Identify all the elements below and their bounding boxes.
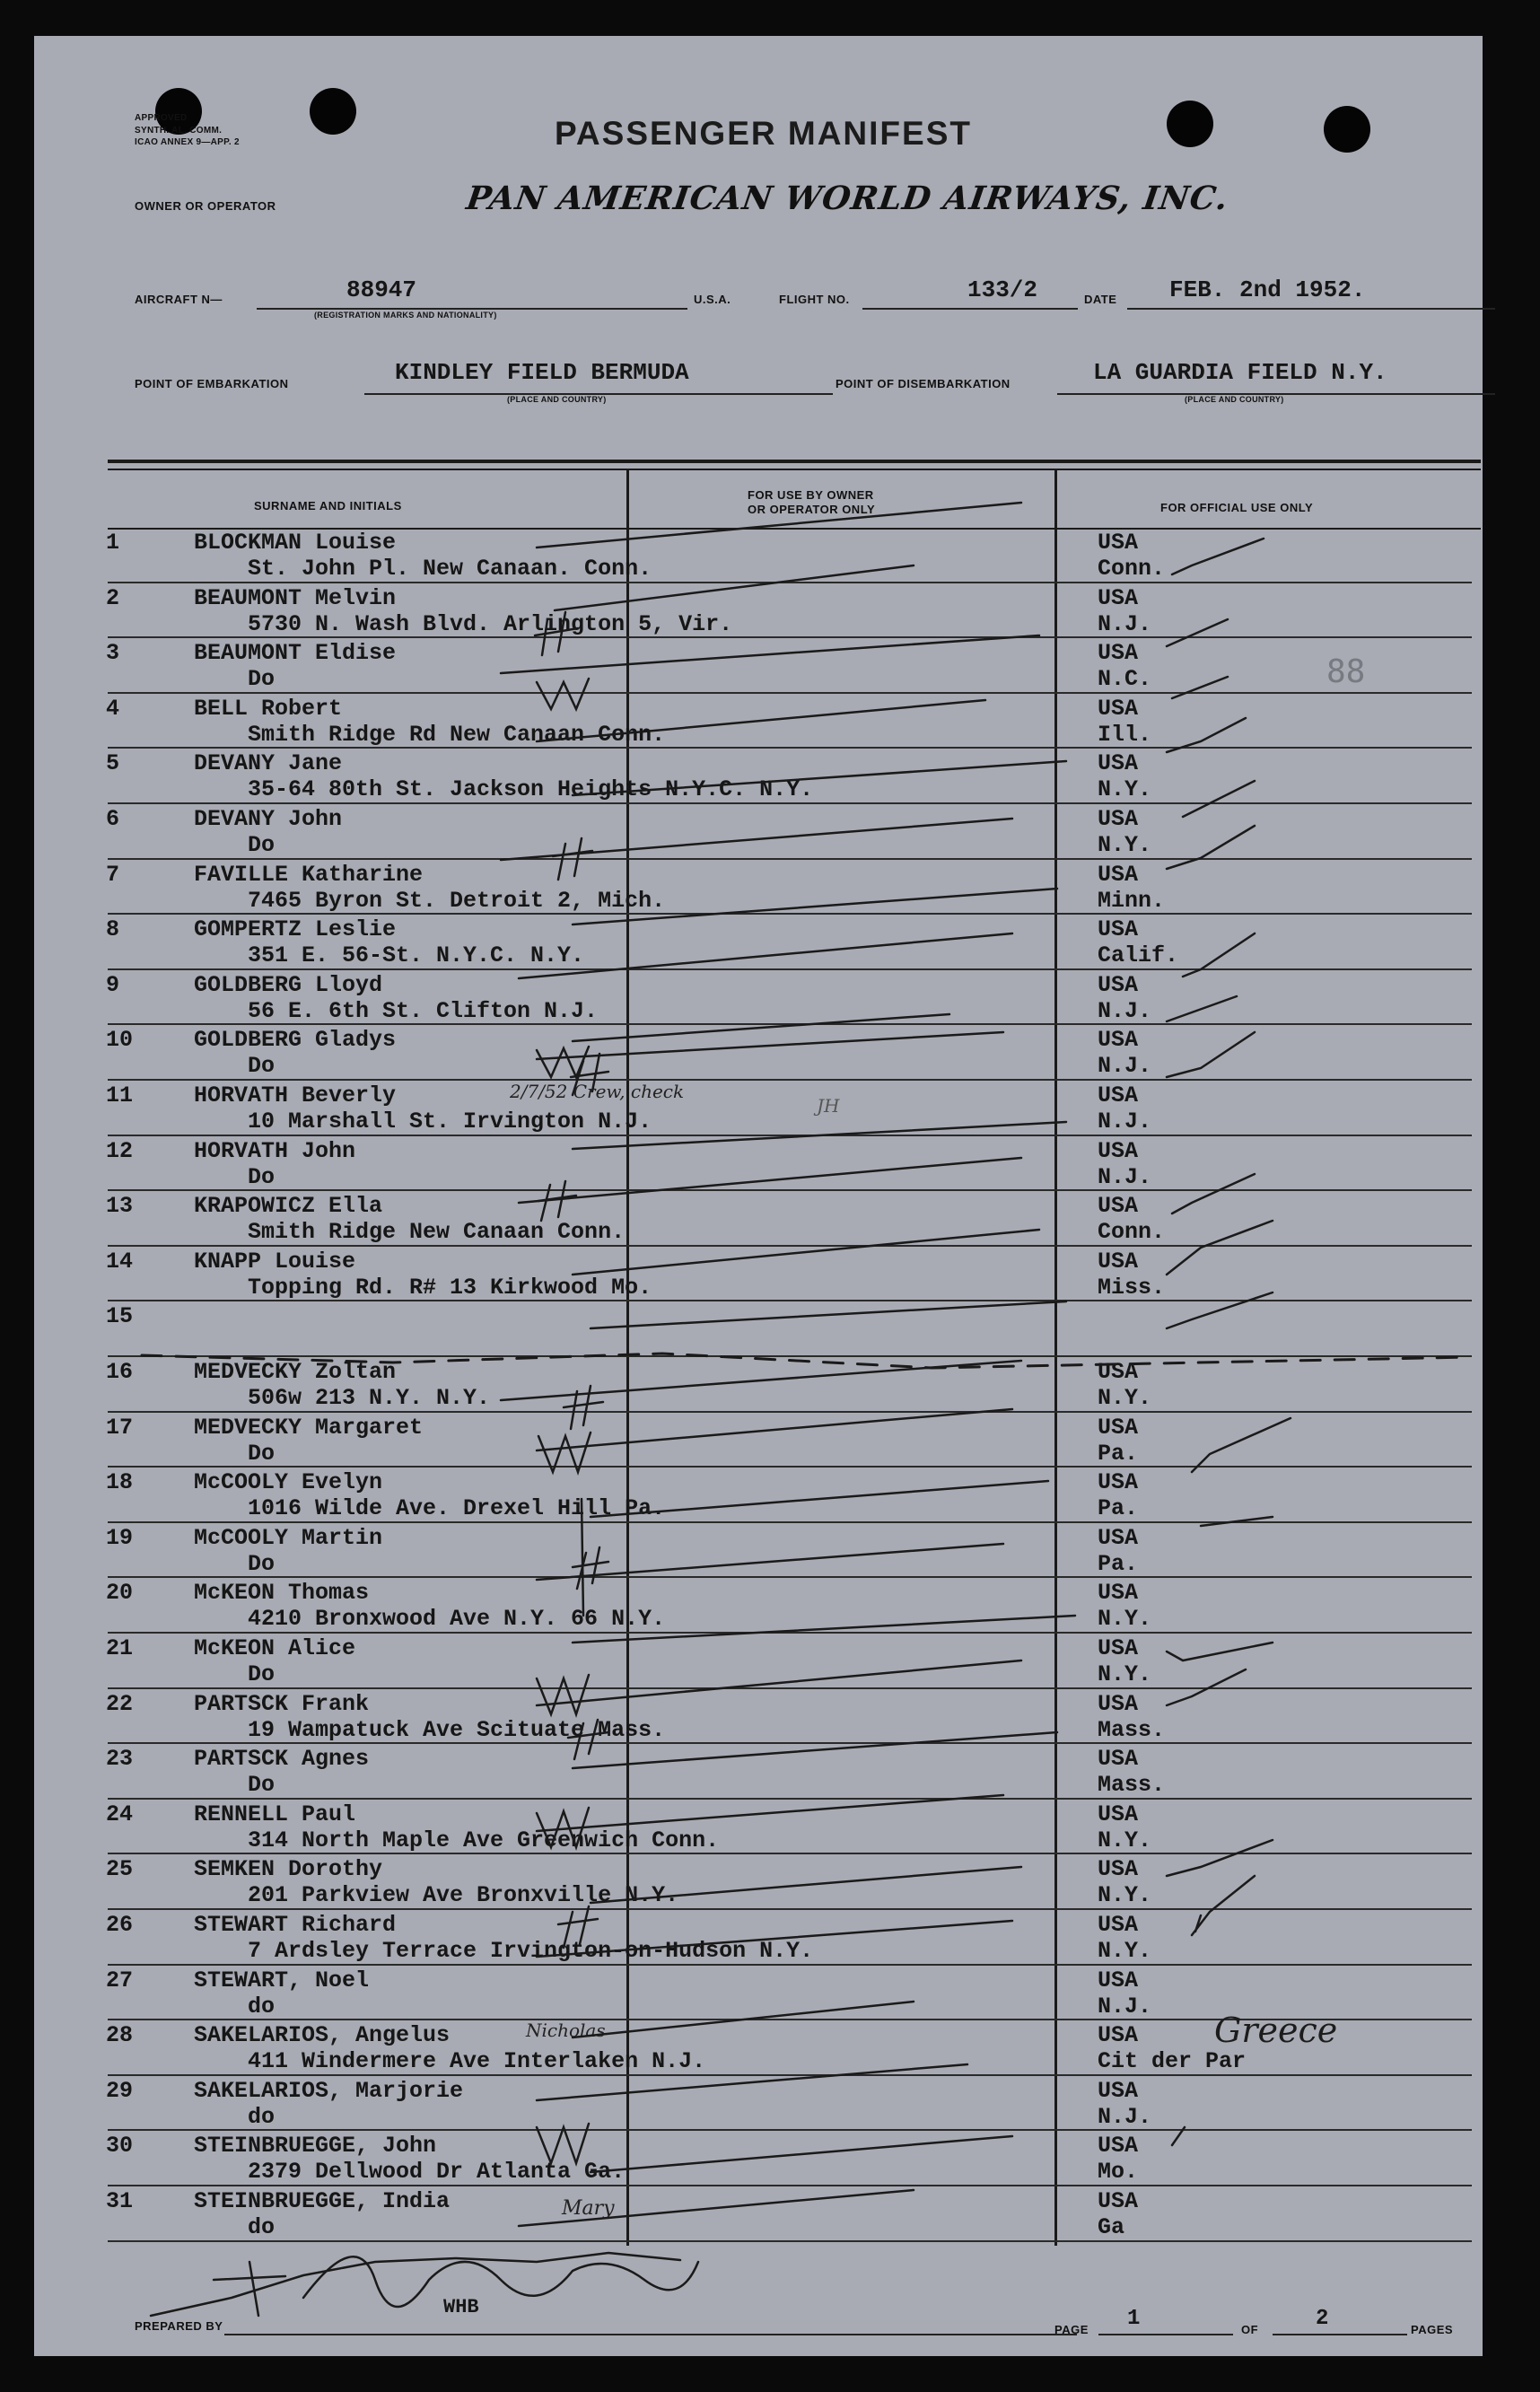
nationality-entry: USA [1098, 2022, 1139, 2049]
row-number: 20 [106, 1580, 134, 1607]
nationality-entry: USA [1098, 1801, 1139, 1827]
nationality-entry: USA [1098, 806, 1139, 832]
passenger-name: SAKELARIOS, Angelus [194, 2022, 451, 2049]
row-number: 26 [106, 1912, 134, 1938]
total-pages: 2 [1316, 2307, 1329, 2331]
nationality-entry: USA [1098, 584, 1139, 611]
passenger-name: KNAPP Louise [194, 1248, 356, 1275]
nationality-entry: USA [1098, 1469, 1139, 1496]
row-number: 11 [106, 1082, 134, 1108]
nationality-entry: USA [1098, 695, 1139, 722]
state-entry: Minn. [1098, 887, 1166, 914]
passenger-name: FAVILLE Katharine [194, 861, 424, 888]
state-entry: Cit der Par [1098, 2048, 1247, 2075]
state-entry: Conn. [1098, 556, 1166, 582]
column-header-owner: OR OPERATOR ONLY [748, 503, 876, 516]
row-number: 19 [106, 1524, 134, 1551]
passenger-name: GOLDBERG Lloyd [194, 971, 383, 998]
nationality-entry: USA [1098, 1635, 1139, 1661]
passenger-address: Do [248, 1550, 276, 1577]
column-header-owner: FOR USE BY OWNER [748, 488, 874, 502]
state-entry: N.Y. [1098, 776, 1152, 803]
passenger-address: Smith Ridge Rd New Canaan Conn. [248, 721, 666, 748]
row-number: 1 [106, 530, 120, 556]
preparer-initials: WHB [443, 2296, 479, 2318]
row-number: 25 [106, 1856, 134, 1883]
passenger-name: McCOOLY Martin [194, 1524, 383, 1551]
passenger-address: 56 E. 6th St. Clifton N.J. [248, 997, 599, 1024]
passenger-name: DEVANY Jane [194, 750, 343, 777]
state-entry: N.Y. [1098, 1827, 1152, 1853]
row-number: 7 [106, 861, 120, 888]
approval-line: ICAO ANNEX 9—APP. 2 [135, 137, 240, 147]
passenger-name: STEWART Richard [194, 1912, 397, 1938]
aircraft-caption: (REGISTRATION MARKS AND NATIONALITY) [314, 311, 497, 320]
passenger-name: MEDVECKY Zoltan [194, 1359, 397, 1385]
passenger-name: KRAPOWICZ Ella [194, 1193, 383, 1220]
passenger-address: 5730 N. Wash Blvd. Arlington 5, Vir. [248, 610, 733, 637]
row-number: 10 [106, 1027, 134, 1054]
page-number: 1 [1127, 2307, 1141, 2331]
passenger-name: GOMPERTZ Leslie [194, 916, 397, 943]
state-entry: Miss. [1098, 1274, 1166, 1301]
state-entry: Conn. [1098, 1219, 1166, 1246]
state-entry: Pa. [1098, 1440, 1139, 1467]
passenger-name: STEWART, Noel [194, 1967, 370, 1993]
passenger-address: Do [248, 1053, 276, 1080]
passenger-address: do [248, 1993, 276, 2020]
column-header-official: FOR OFFICIAL USE ONLY [1160, 501, 1314, 514]
row-number: 15 [106, 1303, 134, 1330]
embarkation-label: POINT OF EMBARKATION [135, 377, 289, 390]
state-entry: N.J. [1098, 1163, 1152, 1190]
passenger-address: Do [248, 666, 276, 693]
nationality-entry: USA [1098, 1967, 1139, 1993]
handwritten-marks [34, 36, 1483, 2356]
handwritten-note: 2/7/52 Crew, check [510, 1081, 685, 1102]
page-label: PAGE [1054, 2323, 1089, 2336]
nationality-entry: USA [1098, 971, 1139, 998]
nationality-entry: USA [1098, 1193, 1139, 1220]
nationality-entry: USA [1098, 1912, 1139, 1938]
embarkation-point: KINDLEY FIELD BERMUDA [395, 359, 689, 386]
passenger-address: 7465 Byron St. Detroit 2, Mich. [248, 887, 666, 914]
owner-label: OWNER OR OPERATOR [135, 199, 276, 213]
nationality-entry: USA [1098, 530, 1139, 556]
nationality-entry: USA [1098, 750, 1139, 777]
passenger-address: do [248, 2103, 276, 2130]
passenger-address: Do [248, 832, 276, 858]
passenger-address: Do [248, 1163, 276, 1190]
row-number: 13 [106, 1193, 134, 1220]
passenger-address: Topping Rd. R# 13 Kirkwood Mo. [248, 1274, 652, 1301]
passenger-name: BEAUMONT Melvin [194, 584, 397, 611]
row-number: 5 [106, 750, 120, 777]
row-number: 31 [106, 2188, 134, 2214]
state-entry: N.Y. [1098, 1938, 1152, 1964]
nationality-entry: USA [1098, 1082, 1139, 1108]
nationality-entry: USA [1098, 1248, 1139, 1275]
row-number: 24 [106, 1801, 134, 1827]
approval-line: SYNTH. AL. COMM. [135, 126, 223, 136]
state-entry: Pa. [1098, 1495, 1139, 1522]
passenger-name: McKEON Thomas [194, 1580, 370, 1607]
nationality-entry: USA [1098, 2188, 1139, 2214]
flight-number: 133/2 [967, 276, 1038, 303]
passenger-address: St. John Pl. New Canaan. Conn. [248, 556, 652, 582]
handwritten-note: Nicholas [526, 2020, 606, 2041]
passenger-address: 2379 Dellwood Dr Atlanta Ga. [248, 2159, 626, 2186]
passenger-address: Smith Ridge New Canaan Conn. [248, 1219, 626, 1246]
state-entry: Mo. [1098, 2159, 1139, 2186]
passenger-name: McCOOLY Evelyn [194, 1469, 383, 1496]
passenger-name: BLOCKMAN Louise [194, 530, 397, 556]
row-number: 18 [106, 1469, 134, 1496]
nationality-entry: USA [1098, 1580, 1139, 1607]
passenger-name: HORVATH John [194, 1137, 356, 1164]
disembarkation-caption: (PLACE AND COUNTRY) [1185, 395, 1284, 404]
passenger-address: 4210 Bronxwood Ave N.Y. 66 N.Y. [248, 1606, 666, 1633]
nationality-entry: USA [1098, 2133, 1139, 2160]
passenger-address: 35-64 80th St. Jackson Heights N.Y.C. N.Y. [248, 776, 814, 803]
state-entry: N.J. [1098, 1108, 1152, 1135]
passenger-name: STEINBRUEGGE, India [194, 2188, 451, 2214]
row-number: 28 [106, 2022, 134, 2049]
row-number: 8 [106, 916, 120, 943]
row-number: 12 [106, 1137, 134, 1164]
passenger-name: SEMKEN Dorothy [194, 1856, 383, 1883]
handwritten-note: Mary [562, 2197, 615, 2220]
nationality-entry: USA [1098, 1027, 1139, 1054]
date-label: DATE [1084, 293, 1117, 306]
row-number: 4 [106, 695, 120, 722]
state-entry: Calif. [1098, 942, 1179, 969]
usa-label: U.S.A. [694, 293, 731, 306]
passenger-address: 19 Wampatuck Ave Scituate Mass. [248, 1716, 666, 1743]
passenger-name: HORVATH Beverly [194, 1082, 397, 1108]
state-entry: Mass. [1098, 1772, 1166, 1799]
form-title: PASSENGER MANIFEST [555, 115, 972, 152]
passenger-name: GOLDBERG Gladys [194, 1027, 397, 1054]
nationality-entry: USA [1098, 861, 1139, 888]
passenger-address: 351 E. 56-St. N.Y.C. N.Y. [248, 942, 585, 969]
passenger-name: DEVANY John [194, 806, 343, 832]
row-number: 22 [106, 1690, 134, 1717]
passenger-address: 10 Marshall St. Irvington N.J. [248, 1108, 652, 1135]
state-entry: Mass. [1098, 1716, 1166, 1743]
manifest-sheet [34, 36, 1483, 2356]
state-entry: Ga [1098, 2214, 1125, 2240]
row-number: 6 [106, 806, 120, 832]
nationality-entry: USA [1098, 1690, 1139, 1717]
pages-label: PAGES [1411, 2323, 1454, 2336]
passenger-address: do [248, 2214, 276, 2240]
column-header-names: SURNAME AND INITIALS [254, 499, 402, 513]
passenger-address: 201 Parkview Ave Bronxville N.Y. [248, 1882, 679, 1909]
operator-name: PAN AMERICAN WORLD AIRWAYS, INC. [464, 180, 1231, 217]
aircraft-registration: 88947 [346, 276, 417, 303]
passenger-name: BELL Robert [194, 695, 343, 722]
passenger-address: 314 North Maple Ave Greenwich Conn. [248, 1827, 720, 1853]
nationality-entry: USA [1098, 1359, 1139, 1385]
state-entry: N.J. [1098, 2103, 1152, 2130]
nationality-entry: USA [1098, 916, 1139, 943]
of-label: OF [1241, 2323, 1259, 2336]
passenger-name: MEDVECKY Margaret [194, 1414, 424, 1441]
passenger-address: 506w 213 N.Y. N.Y. [248, 1385, 491, 1411]
state-entry: N.Y. [1098, 1882, 1152, 1909]
state-entry: N.Y. [1098, 1661, 1152, 1687]
passenger-name: SAKELARIOS, Marjorie [194, 2077, 464, 2104]
passenger-name: STEINBRUEGGE, John [194, 2133, 437, 2160]
embarkation-caption: (PLACE AND COUNTRY) [507, 395, 607, 404]
state-entry: N.J. [1098, 1993, 1152, 2020]
handwritten-note: Greece [1214, 2011, 1338, 2050]
passenger-name: PARTSCK Frank [194, 1690, 370, 1717]
row-number: 9 [106, 971, 120, 998]
aircraft-label: AIRCRAFT N— [135, 293, 223, 306]
passenger-name: McKEON Alice [194, 1635, 356, 1661]
row-number: 30 [106, 2133, 134, 2160]
state-entry: Ill. [1098, 721, 1152, 748]
passenger-address: 1016 Wilde Ave. Drexel Hill Pa. [248, 1495, 666, 1522]
row-number: 3 [106, 640, 120, 667]
passenger-name: RENNELL Paul [194, 1801, 356, 1827]
page-number-mark: 88 [1326, 653, 1366, 690]
state-entry: N.Y. [1098, 1606, 1152, 1633]
state-entry: N.J. [1098, 1053, 1152, 1080]
nationality-entry: USA [1098, 1856, 1139, 1883]
state-entry: N.J. [1098, 610, 1152, 637]
state-entry: N.Y. [1098, 832, 1152, 858]
nationality-entry: USA [1098, 2077, 1139, 2104]
disembarkation-label: POINT OF DISEMBARKATION [836, 377, 1011, 390]
passenger-address: Do [248, 1440, 276, 1467]
row-number: 17 [106, 1414, 134, 1441]
flight-label: FLIGHT NO. [779, 293, 850, 306]
nationality-entry: USA [1098, 1746, 1139, 1773]
row-number: 27 [106, 1967, 134, 1993]
state-entry: N.J. [1098, 997, 1152, 1024]
approval-line: APPROVED [135, 113, 188, 123]
passenger-address: 7 Ardsley Terrace Irvington-on-Hudson N.Y. [248, 1938, 814, 1964]
nationality-entry: USA [1098, 1137, 1139, 1164]
prepared-by-label: PREPARED BY [135, 2319, 223, 2333]
passenger-name: PARTSCK Agnes [194, 1746, 370, 1773]
nationality-entry: USA [1098, 640, 1139, 667]
row-number: 23 [106, 1746, 134, 1773]
state-entry: Pa. [1098, 1550, 1139, 1577]
row-number: 29 [106, 2077, 134, 2104]
nationality-entry: USA [1098, 1414, 1139, 1441]
flight-date: FEB. 2nd 1952. [1169, 276, 1366, 303]
passenger-name: BEAUMONT Eldise [194, 640, 397, 667]
nationality-entry: USA [1098, 1524, 1139, 1551]
state-entry: N.Y. [1098, 1385, 1152, 1411]
row-number: 16 [106, 1359, 134, 1385]
row-number: 2 [106, 584, 120, 611]
handwritten-note: JH [817, 1095, 840, 1117]
disembarkation-point: LA GUARDIA FIELD N.Y. [1093, 359, 1387, 386]
passenger-address: Do [248, 1772, 276, 1799]
state-entry: N.C. [1098, 666, 1152, 693]
passenger-address: Do [248, 1661, 276, 1687]
row-number: 21 [106, 1635, 134, 1661]
row-number: 14 [106, 1248, 134, 1275]
passenger-address: 411 Windermere Ave Interlaken N.J. [248, 2048, 706, 2075]
